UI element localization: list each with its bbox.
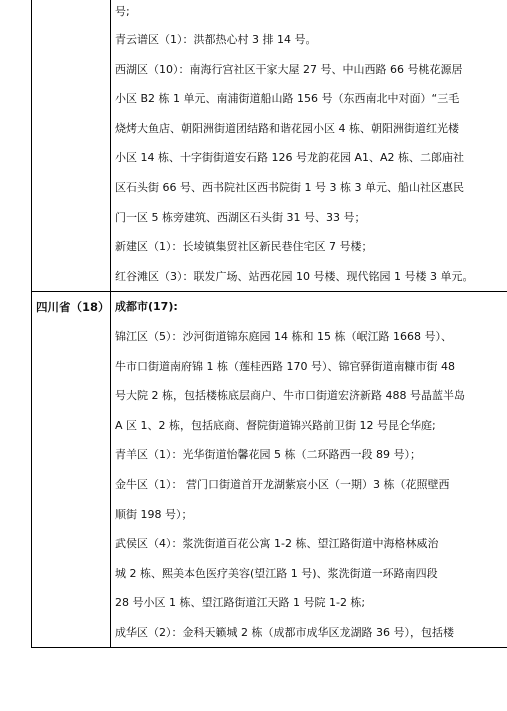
location-line: 新建区（1）：长堎镇集贸社区新民巷住宅区 7 号楼； [115, 240, 373, 254]
location-line: 青羊区（1）：光华街道怡馨花园 5 栋（二环路西一段 89 号）； [115, 448, 421, 462]
location-line: 青云谱区（1）：洪都热心村 3 排 14 号。 [115, 33, 317, 46]
table-row [32, 292, 507, 648]
location-line: 28 号小区 1 栋、望江路街道江天路 1 号院 1-2 栋; [115, 596, 366, 610]
location-line: 红谷滩区（3）：联发广场、站西花园 10 号楼、现代铭园 1 号楼 3 单元。 [115, 269, 474, 283]
province-cell [32, 292, 111, 648]
locations-cell [111, 292, 507, 648]
location-line: 号大院 2 栋，包括楼栋底层商户、牛市口街道宏济新路 488 号晶蓝半岛 [115, 389, 465, 403]
location-line: 区石头街 66 号、西书院社区西书院街 1 号 3 栋 3 单元、船山社区惠民 [115, 180, 464, 194]
location-line: 金牛区（1）： 营门口街道首开龙湖紫宸小区（一期）3 栋（花照壁西 [115, 477, 450, 491]
location-line: 小区 14 栋、十字街街道安石路 126 号龙韵花园 A1、A2 栋、二郎庙社 [115, 151, 465, 165]
location-line: 武侯区（4）：浆洗街道百花公寓 1-2 栋、望江路街道中海格林威治 [115, 537, 439, 551]
location-line: 城 2 栋、熙美本色医疗美容(望江路 1 号)、浆洗街道一环路南四段 [115, 566, 438, 580]
location-line: 门一区 5 栋旁建筑、西湖区石头街 31 号、33 号； [115, 210, 366, 224]
province-cell [32, 0, 111, 292]
location-line: 烧烤大鱼店、朝阳洲街道团结路和谐花园小区 4 栋、朝阳洲街道红光楼 [115, 121, 459, 135]
city-heading: 成都市(17): [115, 300, 178, 314]
location-line: 顺街 198 号）； [115, 507, 193, 521]
location-line: 成华区（2）：金科天籁城 2 栋（成都市成华区龙湖路 36 号），包括楼 [115, 625, 454, 639]
outbreak-location-table [31, 0, 507, 648]
location-line: A 区 1、2 栋，包括底商、督院街道锦兴路前卫街 12 号昆仑华庭; [115, 418, 436, 432]
location-line: 牛市口街道南府锦 1 栋（莲桂西路 170 号）、锦官驿街道南糠市街 48 [115, 359, 455, 373]
location-line: 号; [115, 5, 130, 18]
locations-cell [111, 0, 507, 292]
province-label: 四川省（18） [36, 300, 110, 315]
table-row [32, 0, 507, 292]
location-line: 西湖区（10）：南海行宫社区干家大屋 27 号、中山西路 66 号桃花源居 [115, 62, 463, 76]
location-line: 锦江区（5）：沙河街道锦东庭园 14 栋和 15 栋（岷江路 1668 号）、 [115, 329, 452, 343]
location-line: 小区 B2 栋 1 单元、南浦街道船山路 156 号（东西南北中对面）“三毛 [115, 92, 460, 106]
